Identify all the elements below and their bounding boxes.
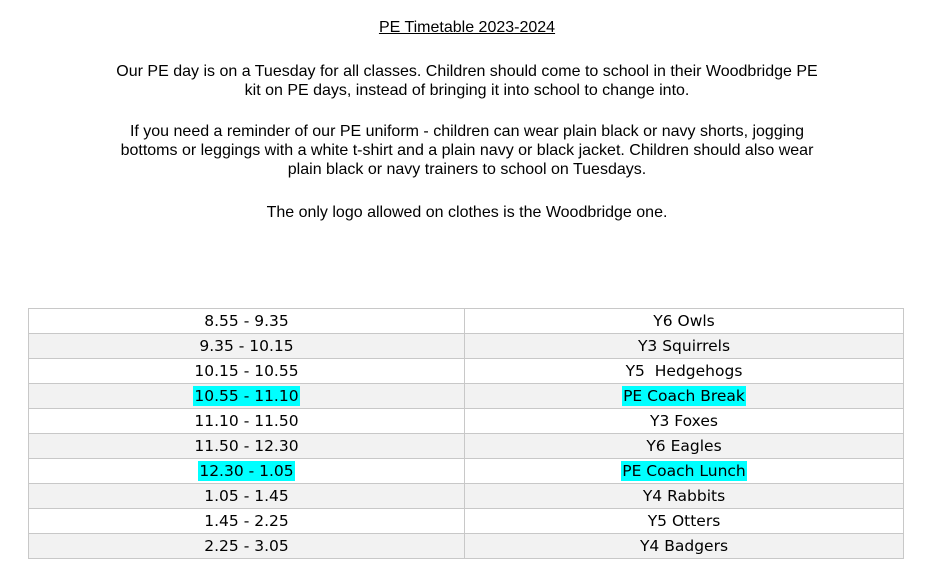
pe-timetable — [28, 308, 904, 559]
time-cell — [29, 484, 465, 509]
class-cell — [465, 459, 904, 484]
table-row — [29, 309, 904, 334]
class-cell — [465, 359, 904, 384]
class-text: Y3 Squirrels — [637, 337, 731, 355]
time-cell — [29, 509, 465, 534]
table-row — [29, 459, 904, 484]
highlighted-class-text: PE Coach Break — [623, 387, 745, 405]
class-cell — [465, 509, 904, 534]
table-row — [29, 334, 904, 359]
highlighted-time-text: 12.30 - 1.05 — [199, 462, 294, 480]
class-cell — [465, 334, 904, 359]
paragraph-line: Our PE day is on a Tuesday for all classes. Children should come to school in their Woodbridge PE — [116, 63, 818, 80]
class-cell — [465, 309, 904, 334]
class-text: Y3 Foxes — [650, 412, 718, 430]
class-text: Y4 Badgers — [639, 537, 729, 555]
paragraph-line: plain black or navy trainers to school on Tuesdays. — [287, 161, 647, 178]
pe-day-paragraph — [0, 62, 934, 100]
class-text: Y5 Hedgehogs — [625, 362, 743, 380]
time-cell — [29, 409, 465, 434]
time-cell — [29, 334, 465, 359]
time-cell — [29, 534, 465, 559]
time-text: 8.55 - 9.35 — [204, 312, 289, 330]
time-text: 11.50 - 12.30 — [194, 437, 299, 455]
table-row — [29, 484, 904, 509]
time-cell — [29, 434, 465, 459]
class-text: Y4 Rabbits — [642, 487, 726, 505]
table-row — [29, 434, 904, 459]
class-cell — [465, 434, 904, 459]
time-text: 9.35 - 10.15 — [199, 337, 294, 355]
table-row — [29, 409, 904, 434]
class-text: Y6 Owls — [653, 312, 715, 330]
class-cell — [465, 534, 904, 559]
class-cell — [465, 409, 904, 434]
table-row — [29, 384, 904, 409]
time-cell — [29, 459, 465, 484]
class-cell — [465, 484, 904, 509]
time-cell — [29, 359, 465, 384]
highlighted-class-text: PE Coach Lunch — [622, 462, 746, 480]
table-row — [29, 359, 904, 384]
paragraph-line: kit on PE days, instead of bringing it into school to change into. — [244, 82, 690, 99]
time-text: 11.10 - 11.50 — [194, 412, 299, 430]
time-text: 10.15 - 10.55 — [194, 362, 299, 380]
class-cell — [465, 384, 904, 409]
highlighted-time-text: 10.55 - 11.10 — [194, 387, 299, 405]
time-cell — [29, 309, 465, 334]
class-text: Y6 Eagles — [646, 437, 722, 455]
table-row — [29, 534, 904, 559]
paragraph-line: bottoms or leggings with a white t-shirt and a plain navy or black jacket. Children should also wear — [120, 142, 814, 159]
time-cell — [29, 384, 465, 409]
time-text: 1.45 - 2.25 — [204, 512, 289, 530]
logo-paragraph: The only logo allowed on clothes is the Woodbridge one. — [266, 204, 668, 221]
page-title: PE Timetable 2023-2024 — [378, 19, 556, 36]
table-row — [29, 509, 904, 534]
time-text: 2.25 - 3.05 — [204, 537, 289, 555]
time-text: 1.05 - 1.45 — [204, 487, 289, 505]
paragraph-line: If you need a reminder of our PE uniform - children can wear plain black or navy shorts, jogging — [129, 123, 805, 140]
class-text: Y5 Otters — [647, 512, 721, 530]
uniform-paragraph — [0, 122, 934, 179]
